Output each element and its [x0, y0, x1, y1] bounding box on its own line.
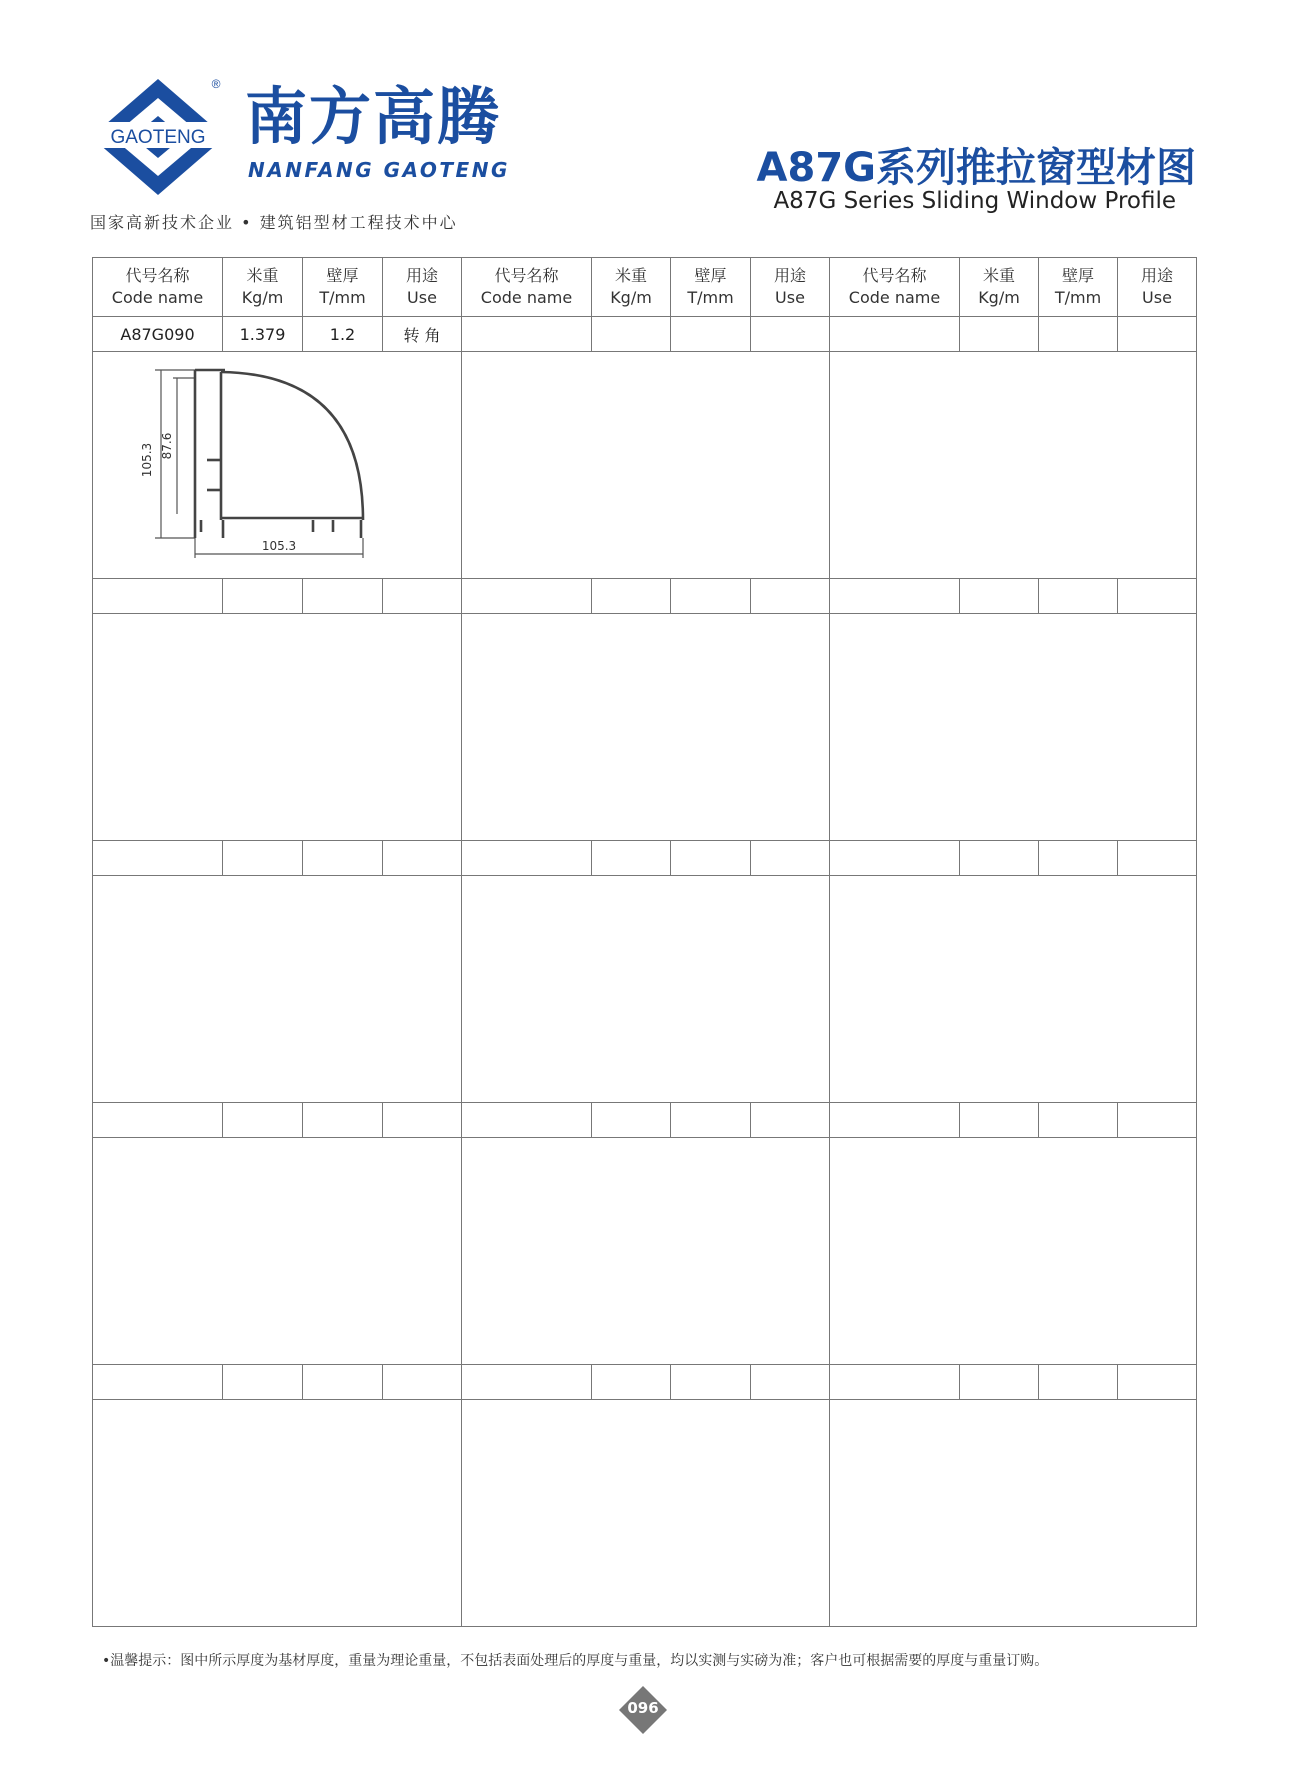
- header-thickness: 壁厚 T/mm: [1039, 258, 1118, 317]
- header-use: 用途 Use: [751, 258, 830, 317]
- info-row: [93, 1365, 1197, 1400]
- header-code: 代号名称 Code name: [93, 258, 223, 317]
- info-row: [93, 317, 1197, 352]
- image-row: [93, 614, 1197, 841]
- svg-text:105.3: 105.3: [140, 442, 154, 478]
- page-title-en: A87G Series Sliding Window Profile: [773, 188, 1176, 214]
- header-weight: 米重 Kg/m: [592, 258, 671, 317]
- profile-use: 转 角: [383, 317, 462, 352]
- header-code: 代号名称 Code name: [462, 258, 592, 317]
- info-row: [93, 841, 1197, 876]
- brand-name-cn: 南方高腾: [245, 80, 502, 153]
- page-title-cn: A87G系列推拉窗型材图: [756, 145, 1196, 191]
- page-number: 096: [627, 1699, 659, 1717]
- header-weight: 米重 Kg/m: [960, 258, 1039, 317]
- profile-weight: 1.379: [223, 317, 303, 352]
- empty-drawing-cell: [462, 352, 830, 579]
- profile-thickness: 1.2: [303, 317, 383, 352]
- corner-profile-drawing: [133, 360, 373, 570]
- info-row: [93, 579, 1197, 614]
- footer-note: •温馨提示：图中所示厚度为基材厚度，重量为理论重量，不包括表面处理后的厚度与重量，均以实测与实磅为准；客户也可根据需要的厚度与重量订购。: [102, 1653, 1049, 1669]
- header-thickness: 壁厚 T/mm: [671, 258, 751, 317]
- profile-table: [92, 257, 1197, 1627]
- header-thickness: 壁厚 T/mm: [303, 258, 383, 317]
- brand-name-en: NANFANG GAOTENG: [248, 158, 510, 182]
- svg-text:GAOTENG: GAOTENG: [110, 127, 206, 148]
- info-row: [93, 1103, 1197, 1138]
- header-use: 用途 Use: [1118, 258, 1197, 317]
- svg-text:87.6: 87.6: [160, 432, 174, 460]
- svg-text:®: ®: [211, 77, 221, 91]
- svg-text:105.3: 105.3: [261, 539, 297, 553]
- header-code: 代号名称 Code name: [830, 258, 960, 317]
- gaoteng-logo: [88, 76, 228, 198]
- image-row: [93, 1400, 1197, 1627]
- image-row: [93, 876, 1197, 1103]
- empty-drawing-cell: [830, 352, 1197, 579]
- profile-drawing-cell: [93, 352, 462, 579]
- image-row: [93, 1138, 1197, 1365]
- image-row: [93, 352, 1197, 579]
- company-tagline: 国家高新技术企业 • 建筑铝型材工程技术中心: [90, 213, 458, 232]
- header-row: [93, 258, 1197, 317]
- header-use: 用途 Use: [383, 258, 462, 317]
- profile-code: A87G090: [93, 317, 223, 352]
- header-weight: 米重 Kg/m: [223, 258, 303, 317]
